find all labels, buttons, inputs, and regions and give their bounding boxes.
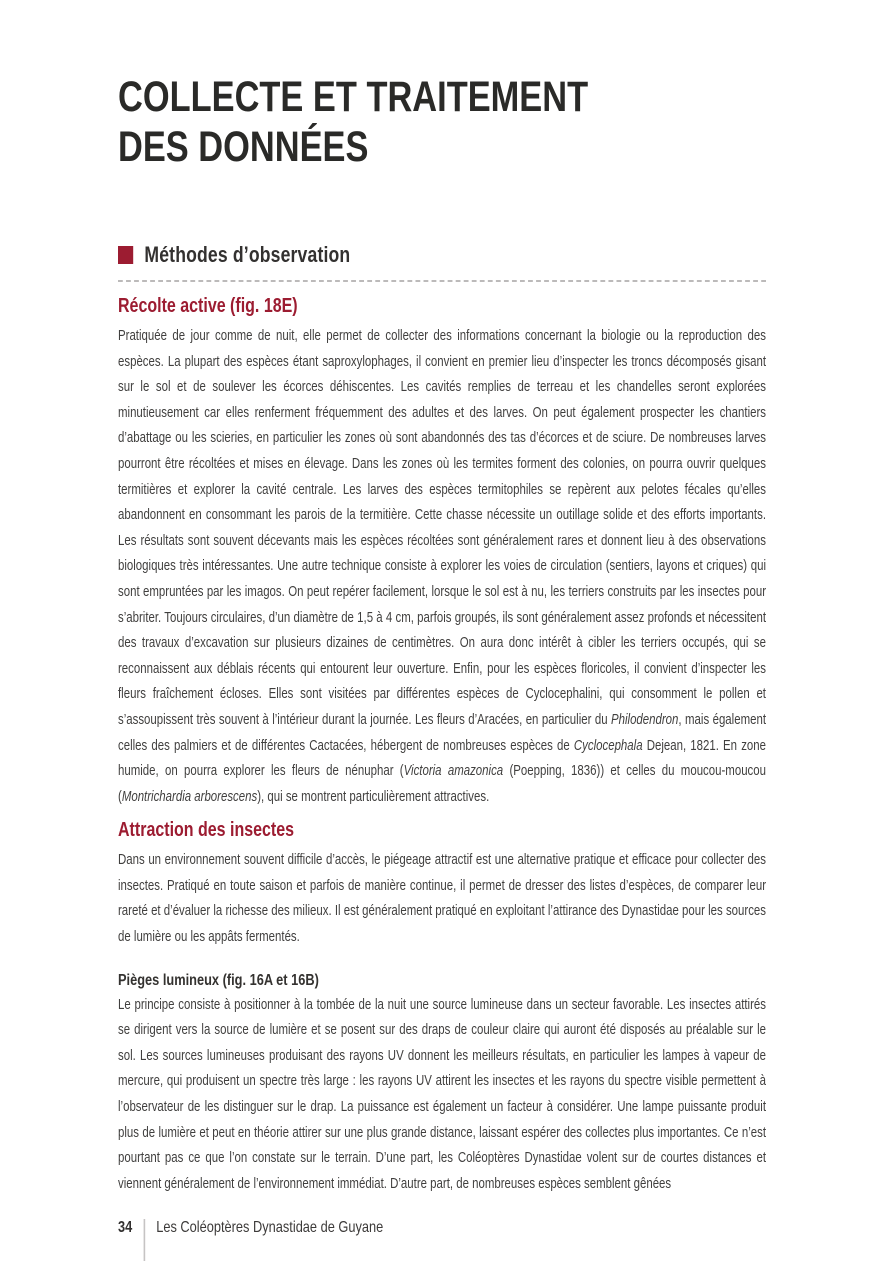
page-title-line-2: DES DONNÉES [118, 123, 369, 171]
subsection-heading-attraction: Attraction des insectes [118, 819, 295, 842]
section-heading-row [118, 242, 766, 268]
section-heading: Méthodes d’observation [144, 242, 351, 267]
page-title-line-1: COLLECTE ET TRAITEMENT [118, 73, 589, 121]
subheading-pieges-lumineux: Pièges lumineux (fig. 16A et 16B) [118, 971, 319, 989]
section-marker-icon [118, 246, 133, 264]
subsection-heading-recolte: Récolte active (fig. 18E) [118, 295, 298, 317]
page-content [118, 0, 766, 1280]
page-footer [118, 1218, 383, 1261]
footer-page-number: 34 [118, 1219, 133, 1236]
paragraph-attraction: Dans un environnement souvent difficile d’accès, le piégeage attractif est une alternative pratique et efficace pour collecter des insectes. Pratiqué en toute saison et parfois de manière continue, il permet de dresser des listes d’espèces, de comparer leur rareté et d’évaluer la richesse des milieux. Il est généralement pratiqué en exploitant l’attirance des Dynastidae pour les sources de lumière ou les appâts fermentés. [118, 852, 766, 946]
footer-book-title: Les Coléoptères Dynastidae de Guyane [156, 1219, 384, 1236]
paragraph-recolte: Pratiquée de jour comme de nuit, elle permet de collecter des informations concernant la biologie ou la reproduction des espèces. La plupart des espèces étant saproxylophages, il convient en premier lieu d’inspecter les troncs décomposés gisant sur le sol et de soulever les écorces déhiscentes. Les cavités remplies de terreau et les chandelles seront explorées minutieusement car elles renferment fréquemment des adultes et des larves. On peut également prospecter les chantiers d’abattage ou les scieries, en particulier les zones où sont abandonnés des tas d’écorces et de sciure. De nombreuses larves pourront être récoltées et mises en élevage. Dans les zones où les termites forment des colonies, on pourra ouvrir quelques termitières et explorer la cavité centrale. Les larves des espèces termitophiles se repèrent aux pelotes fécales qu’elles abandonnent en consommant les parois de la termitière. Cette chasse nécessite un outillage solide et des efforts importants. Les résultats sont souvent décevants mais les espèces récoltées sont généralement rares et donnent lieu à des observations biologiques très intéressantes. Une autre technique consiste à explorer les voies de circulation (sentiers, layons et criques) qui sont empruntées par les imagos. On peut repérer facilement, lorsque le sol est à nu, les terriers construits par les insectes pour s’abriter. Toujours circulaires, d’un diamètre de 1,5 à 4 cm, parfois groupés, ils sont généralement assez profonds et nécessitent des travaux d’excavation sur plusieurs dizaines de centimètres. On aura donc intérêt à cibler les terriers occupés, qui se reconnaissent aux déblais récents qui entourent leur ouverture. Enfin, pour les espèces floricoles, il convient d’inspecter les fleurs fraîchement écloses. Elles sont visitées par différentes espèces de Cyclocephalini, qui consomment le pollen et s’assoupissent très souvent à l’intérieur durant la journée. Les fleurs d’Aracées, en particulier du Philodendron, mais également celles des palmiers et de différentes Cactacées, hébergent de nombreuses espèces de Cyclocephala Dejean, 1821. En zone humide, on pourra explorer les fleurs de nénuphar (Victoria amazonica (Poepping, 1836)) et celles du moucou-moucou (Montrichardia arborescens), qui se montrent particulièrement attractives. [118, 328, 766, 805]
footer-divider [143, 1219, 145, 1261]
page-title [118, 0, 766, 172]
dotted-divider [118, 280, 766, 282]
paragraph-pieges-lumineux: Le principe consiste à positionner à la tombée de la nuit une source lumineuse dans un secteur favorable. Les insectes attirés se dirigent vers la source de lumière et se posent sur des draps de couleur claire qui auront été disposés au préalable sur le sol. Les sources lumineuses produisant des rayons UV donnent les meilleurs résultats, en particulier les lampes à vapeur de mercure, qui produisent un spectre très large : les rayons UV attirent les insectes et les rayons du spectre visible permettent à l’observateur de les distinguer sur le drap. La puissance est également un facteur à considérer. Une lampe puissante produit plus de lumière et peut en théorie attirer sur une plus grande distance, laissant espérer des collectes plus importantes. Ce n’est pourtant pas ce que l’on constate sur le terrain. D’une part, les Coléoptères Dynastidae volent sur de courtes distances et viennent généralement de l’environnement immédiat. D’autre part, de nombreuses espèces semblent gênées [118, 996, 766, 1192]
